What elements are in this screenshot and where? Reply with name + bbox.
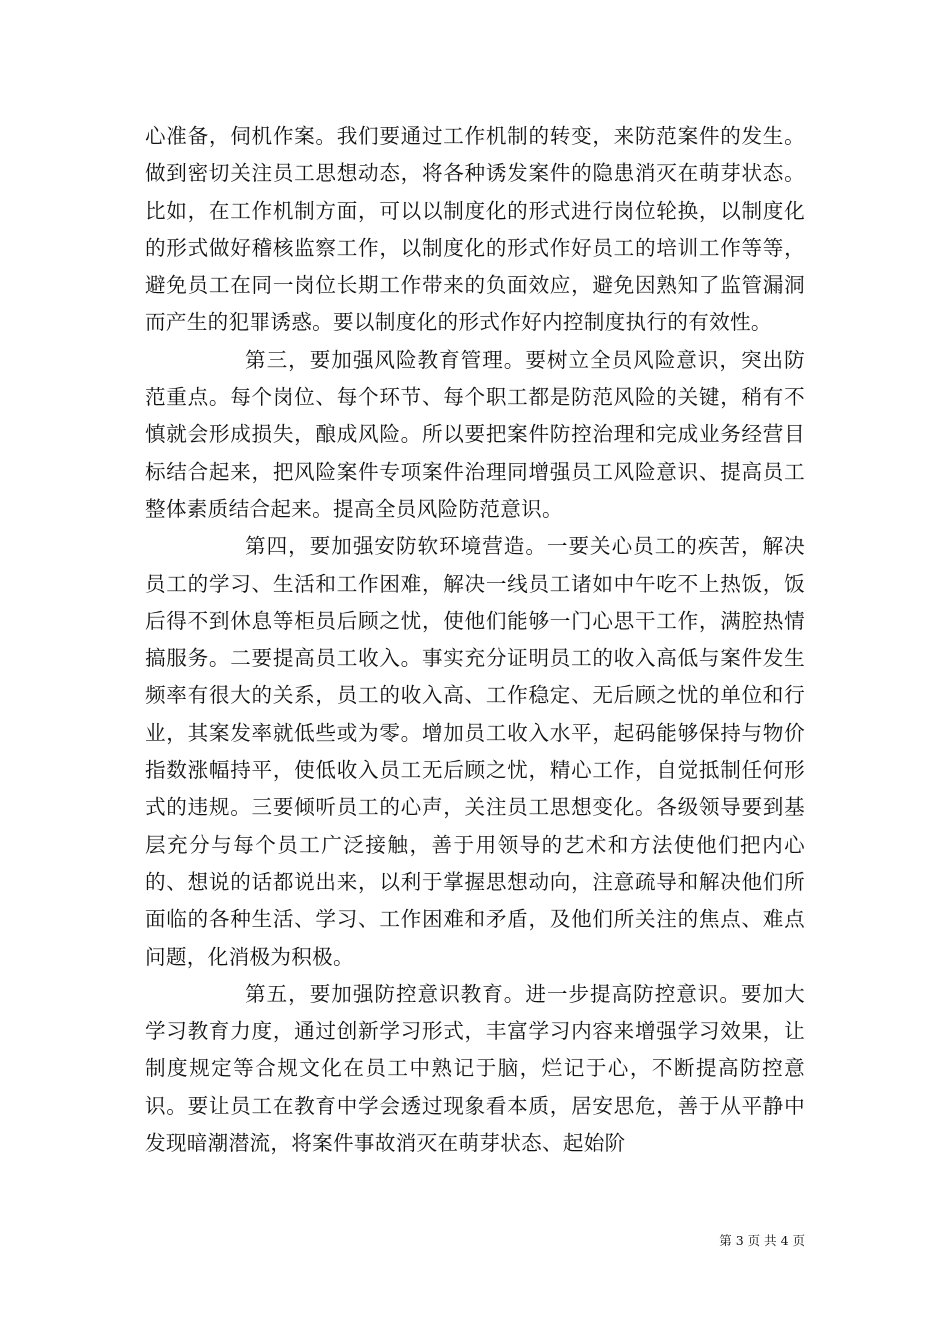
paragraph-awareness-education: 第五，要加强防控意识教育。进一步提高防控意识。要加大学习教育力度，通过创新学习形式，丰富学习内容来增强学习效果，让制度规定等合规文化在员工中熟记于脑，烂记于心，不断提高防控意识。要让员工在教育中学会透过现象看本质，居安思危，善于从平静中发现暗潮潜流，将案件事故消灭在萌芽状态、起始阶 [145, 981, 805, 1156]
document-body [145, 118, 805, 1162]
paragraph-risk-education: 第三，要加强风险教育管理。要树立全员风险意识，突出防范重点。每个岗位、每个环节、每个职工都是防范风险的关键，稍有不慎就会形成损失，酿成风险。所以要把案件防控治理和完成业务经营目标结合起来，把风险案件专项案件治理同增强员工风险意识、提高员工整体素质结合起来。提高全员风险防范意识。 [145, 347, 805, 521]
paragraph-continuation: 心准备，伺机作案。我们要通过工作机制的转变，来防范案件的发生。做到密切关注员工思想动态，将各种诱发案件的隐患消灭在萌芽状态。比如，在工作机制方面，可以以制度化的形式进行岗位轮换，以制度化的形式做好稽核监察工作，以制度化的形式作好员工的培训工作等等，避免员工在同一岗位长期工作带来的负面效应，避免因熟知了监管漏洞而产生的犯罪诱惑。要以制度化的形式作好内控制度执行的有效性。 [145, 124, 805, 335]
paragraph-soft-environment: 第四，要加强安防软环境营造。一要关心员工的疾苦，解决员工的学习、生活和工作困难，解决一线员工诸如中午吃不上热饭，饭后得不到休息等柜员后顾之忧，使他们能够一门心思干工作，满腔热情搞服务。二要提高员工收入。事实充分证明员工的收入高低与案件发生频率有很大的关系，员工的收入高、工作稳定、无后顾之忧的单位和行业，其案发率就低些或为零。增加员工收入水平，起码能够保持与物价指数涨幅持平，使低收入员工无后顾之忧，精心工作，自觉抵制任何形式的违规。三要倾听员工的心声，关注员工思想变化。各级领导要到基层充分与每个员工广泛接触，善于用领导的艺术和方法使他们把内心的、想说的话都说出来，以利于掌握思想动向，注意疏导和解决他们所面临的各种生活、学习、工作困难和矛盾，及他们所关注的焦点、难点问题，化消极为积极。 [145, 534, 805, 969]
page-number-footer: 第 3 页 共 4 页 [719, 1233, 805, 1248]
